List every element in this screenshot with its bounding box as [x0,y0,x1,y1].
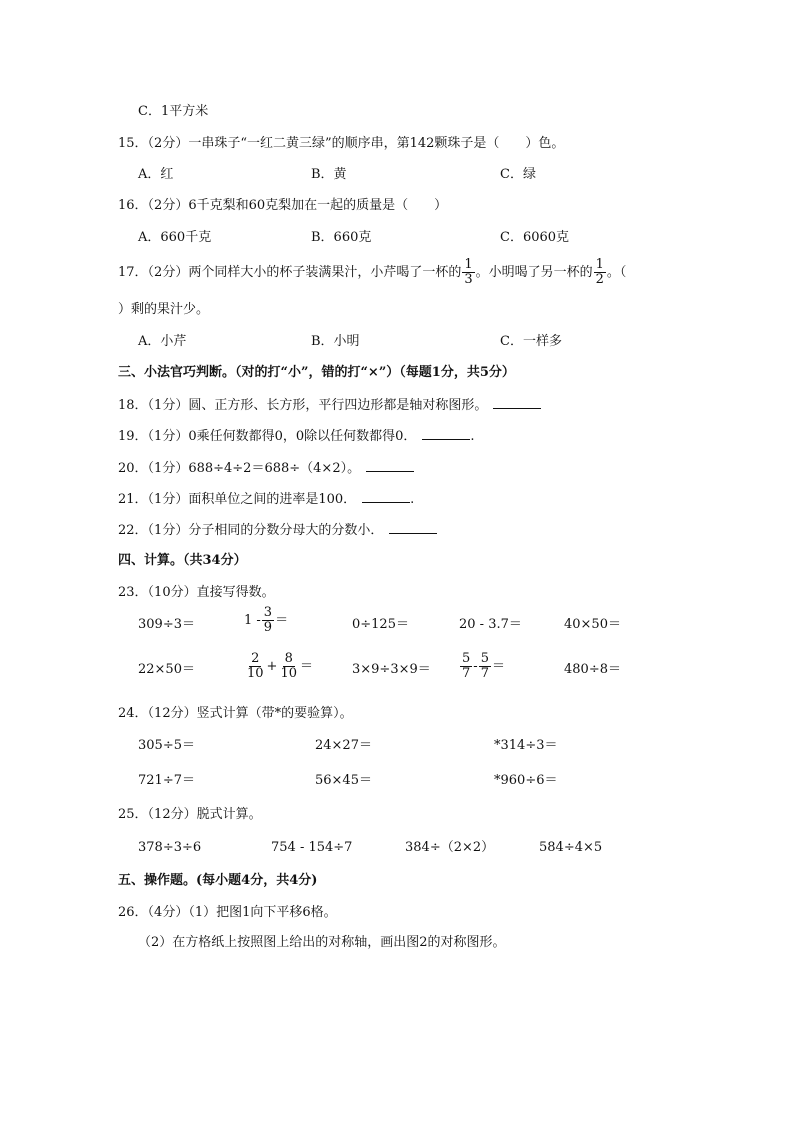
fraction: $\frac{2}{10}$ [247,651,264,681]
answer-blank[interactable] [366,459,414,472]
section-4-heading: 四、计算。（共34分） [118,553,247,568]
q15-option-c: C．绿 [500,167,536,182]
calc-item: 309÷3＝ [138,617,195,632]
calc-item: 721÷7＝ [138,773,195,788]
answer-blank[interactable] [362,490,410,503]
q22: 22．（1分）分子相同的分数分母大的分数小． [118,521,437,540]
calc-item: 3×9÷3×9＝ [352,662,431,677]
calc-item: 40×50＝ [564,617,621,632]
calc-item: 378÷3÷6 [138,840,202,855]
calc-item: 24×27＝ [315,738,372,753]
q17-stem: 17．（2分）两个同样大小的杯子装满果汁，小芹喝了一杯的 $\frac{1}{3}$ 。小明喝了另一杯的 $\frac{1}{2}$ 。（ [118,257,627,287]
calc-item: *314÷3＝ [494,738,558,753]
calc-item: *960÷6＝ [494,773,558,788]
calc-item: 584÷4×5 [539,840,603,855]
fraction-one-half: $\frac{1}{2}$ [595,257,604,287]
q16-stem: 16．（2分）6千克梨和60克梨加在一起的质量是（ ） [118,198,448,213]
q17-option-c: C．一样多 [500,334,562,349]
calc-item: 22×50＝ [138,662,195,677]
fraction: $\frac{5}{7}$ [462,651,471,681]
fraction-one-third: $\frac{1}{3}$ [464,257,473,287]
calc-item: $\frac{5}{7}$ - $\frac{5}{7}$ ＝ [462,651,505,681]
q19: 19．（1分）0乘任何数都得0，0除以任何数都得0． . [118,429,475,444]
q21: 21．（1分）面积单位之间的进率是100． . [118,492,415,507]
q17-option-a: A．小芹 [138,334,187,349]
section-3-heading: 三、小法官巧判断。（对的打“小”，错的打“×”）（每题1分，共5分） [118,365,515,380]
q15-option-a: A．红 [138,167,174,182]
q16-option-b: B．660克 [311,230,372,245]
fraction: $\frac{5}{7}$ [480,651,489,681]
fraction: $\frac{8}{10}$ [280,651,297,681]
q24-stem: 24．（12分）竖式计算（带*的要验算）。 [118,706,353,721]
q16-option-a: A．660千克 [138,230,212,245]
calc-item: 20 - 3.7＝ [459,617,522,632]
q18: 18．（1分）圆、正方形、长方形，平行四边形都是轴对称图形。 [118,396,541,415]
calc-item: 56×45＝ [315,773,372,788]
calc-item: 754 - 154÷7 [271,840,353,855]
answer-blank[interactable] [389,521,437,534]
q26-stem: 26．（4分）（1）把图1向下平移6格。 [118,905,337,920]
q23-stem: 23．（10分）直接写得数。 [118,585,275,600]
answer-blank[interactable] [493,396,541,409]
calc-item: 1 - $\frac{3}{9}$ ＝ [244,605,289,635]
q15-option-b: B．黄 [311,167,347,182]
calc-item: 384÷（2×2） [405,840,495,855]
calc-item: 305÷5＝ [138,738,195,753]
answer-blank[interactable] [422,427,470,440]
q17-option-b: B．小明 [311,334,360,349]
q20: 20．（1分）688÷4÷2＝688÷（4×2）。 [118,459,414,478]
q15-stem: 15．（2分）一串珠子“一红二黄三绿”的顺序串，第142颗珠子是（ ）色。 [118,136,565,151]
q16-option-c: C．6060克 [500,230,570,245]
calc-item: 0÷125＝ [352,617,409,632]
q17-stem-continued: ）剩的果汁少。 [118,302,210,317]
calc-item: 480÷8＝ [564,662,621,677]
q26-part-2: （2）在方格纸上按照图上给出的对称轴，画出图2的对称图形。 [138,935,506,950]
fraction: $\frac{3}{9}$ [263,605,273,635]
calc-item: $\frac{2}{10}$ + $\frac{8}{10}$ ＝ [247,651,314,681]
q25-stem: 25．（12分）脱式计算。 [118,807,262,822]
section-5-heading: 五、操作题。(每小题4分，共4分) [118,873,318,888]
q14-option-c: C．1平方米 [138,104,209,119]
